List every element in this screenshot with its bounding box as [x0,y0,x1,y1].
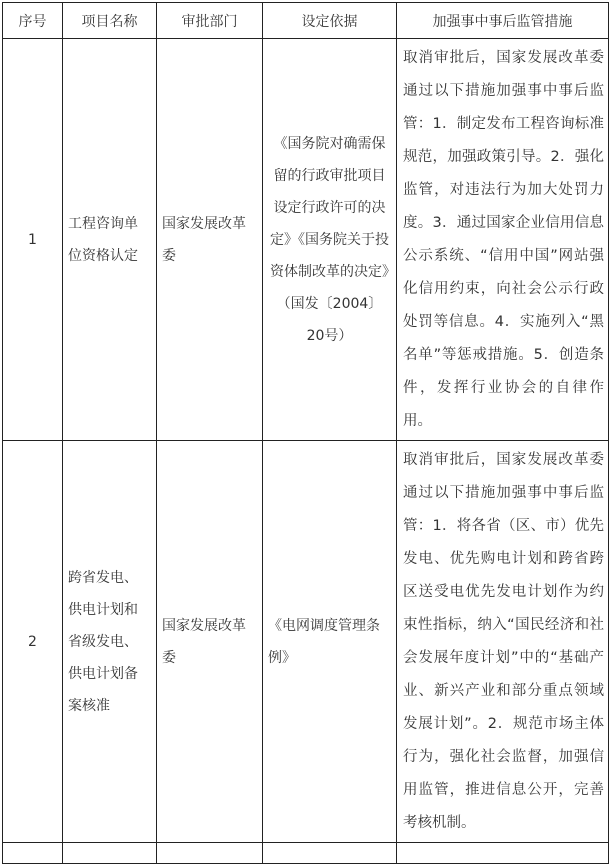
department: 国家发展改革委 [157,39,263,441]
header-row [3,3,609,39]
supervision-measures: 取消审批后，国家发展改革委通过以下措施加强事中事后监管：1．制定发布工程咨询标准规范，加强政策引导。2．强化监管，对违法行为加大处罚力度。3．通过国家企业信用信息公示系统、“信用中国”网站强化信用约束，向社会公示行政处罚等信息。4．实施列入“黑名单”等惩戒措施。5．创造条件，发挥行业协会的自律作用。 [397,39,609,441]
empty-cell [3,843,63,864]
empty-cell [157,843,263,864]
table-row [3,39,609,441]
row-index: 2 [3,441,63,843]
table-row-partial [3,843,609,864]
project-name: 跨省发电、供电计划和省级发电、供电计划备案核准 [63,441,157,843]
empty-cell [263,843,397,864]
empty-cell [397,843,609,864]
row-index: 1 [3,39,63,441]
header-department: 审批部门 [157,3,263,39]
header-basis: 设定依据 [263,3,397,39]
supervision-measures: 取消审批后，国家发展改革委通过以下措施加强事中事后监管：1．将各省（区、市）优先发电、优先购电计划和跨省跨区送受电优先发电计划作为约束性指标，纳入“国民经济和社会发展年度计划”中的“基础产业、新兴产业和部分重点领域发展计划”。2．规范市场主体行为，强化社会监督，加强信用监管，推进信息公开，完善考核机制。 [397,441,609,843]
department: 国家发展改革委 [157,441,263,843]
legal-basis: 《电网调度管理条例》 [263,441,397,843]
legal-basis: 《国务院对确需保留的行政审批项目设定行政许可的决定》《国务院关于投资体制改革的决定》（国发〔2004〕20号） [263,39,397,441]
header-project-name: 项目名称 [63,3,157,39]
header-measures: 加强事中事后监管措施 [397,3,609,39]
header-index: 序号 [3,3,63,39]
regulation-table [2,2,609,864]
table-row [3,441,609,843]
project-name: 工程咨询单位资格认定 [63,39,157,441]
empty-cell [63,843,157,864]
